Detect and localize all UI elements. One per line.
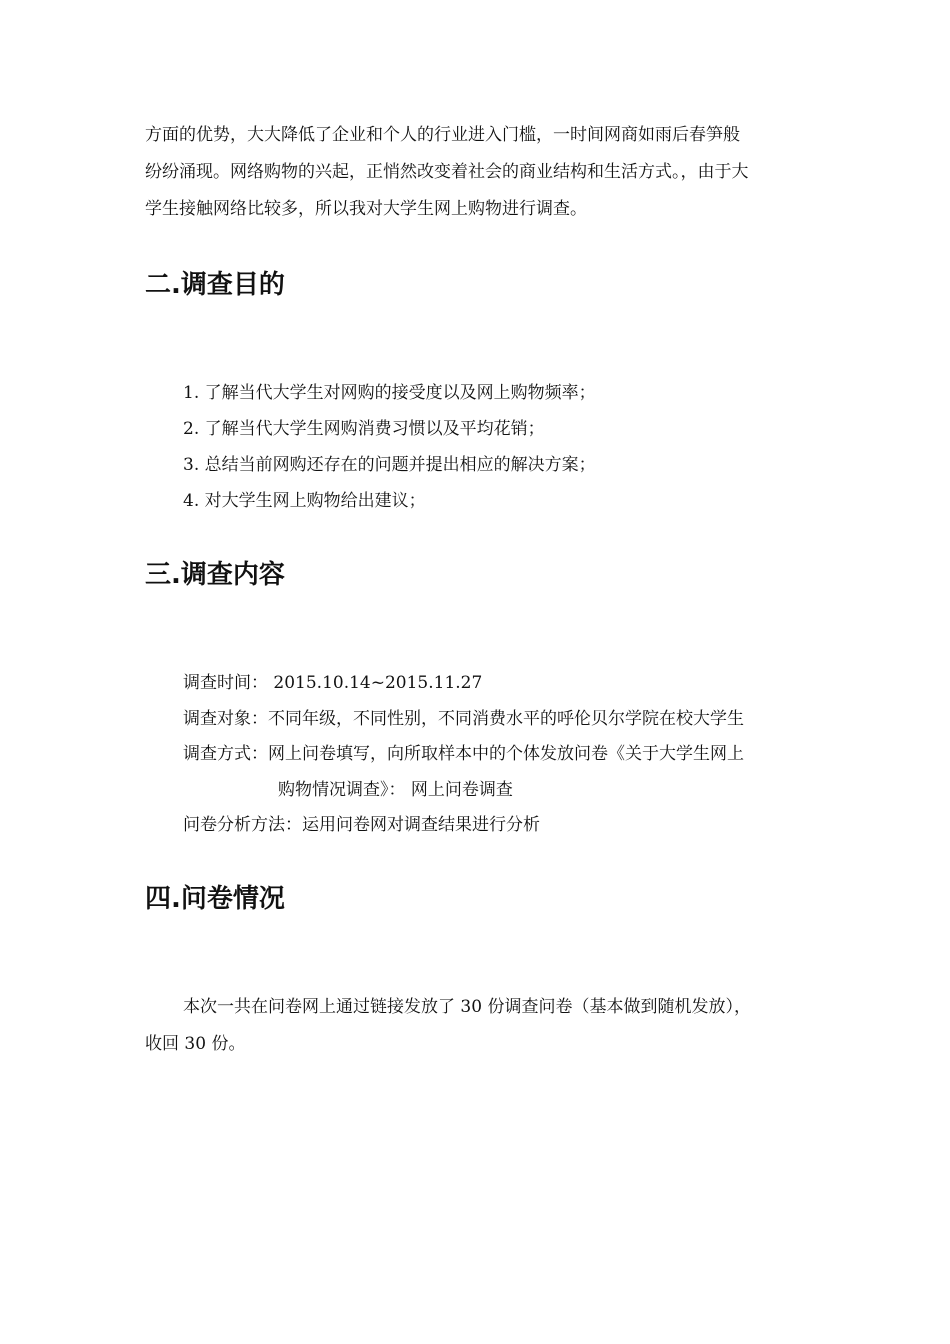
survey-info (183, 666, 744, 844)
survey-method: 调查方式：网上问卷填写，向所取样本中的个体发放问卷《关于大学生网上 (183, 744, 744, 764)
questionnaire-line: 收回 30 份。 (145, 1034, 246, 1054)
section-heading-content: 三.调查内容 (145, 560, 285, 590)
list-item: 2. 了解当代大学生网购消费习惯以及平均花销； (183, 419, 545, 439)
survey-time: 调查时间： 2015.10.14~2015.11.27 (183, 673, 483, 693)
intro-paragraph (145, 117, 807, 228)
list-item: 1. 了解当代大学生对网购的接受度以及网上购物频率； (183, 383, 596, 403)
intro-line: 纷纷涌现。网络购物的兴起，正悄然改变着社会的商业结构和生活方式。，由于大 (145, 162, 749, 182)
purpose-list (183, 375, 596, 519)
questionnaire-paragraph (145, 989, 807, 1063)
list-item: 4. 对大学生网上购物给出建议； (183, 491, 426, 511)
survey-target: 调查对象：不同年级，不同性别，不同消费水平的呼伦贝尔学院在校大学生 (183, 708, 744, 729)
survey-method-continued: 购物情况调查》： 网上问卷调查 (278, 779, 513, 800)
section-heading-questionnaire: 四.问卷情况 (145, 884, 285, 914)
section-heading-purpose: 二.调查目的 (145, 270, 285, 300)
intro-line: 方面的优势，大大降低了企业和个人的行业进入门槛，一时间网商如雨后春笋般 (145, 125, 740, 145)
survey-analysis: 问卷分析方法：运用问卷网对调查结果进行分析 (183, 815, 540, 835)
intro-line: 学生接触网络比较多，所以我对大学生网上购物进行调查。 (145, 199, 587, 219)
list-item: 3. 总结当前网购还存在的问题并提出相应的解决方案； (183, 455, 596, 475)
questionnaire-line: 本次一共在问卷网上通过链接发放了 30 份调查问卷（基本做到随机发放）， (183, 997, 751, 1017)
